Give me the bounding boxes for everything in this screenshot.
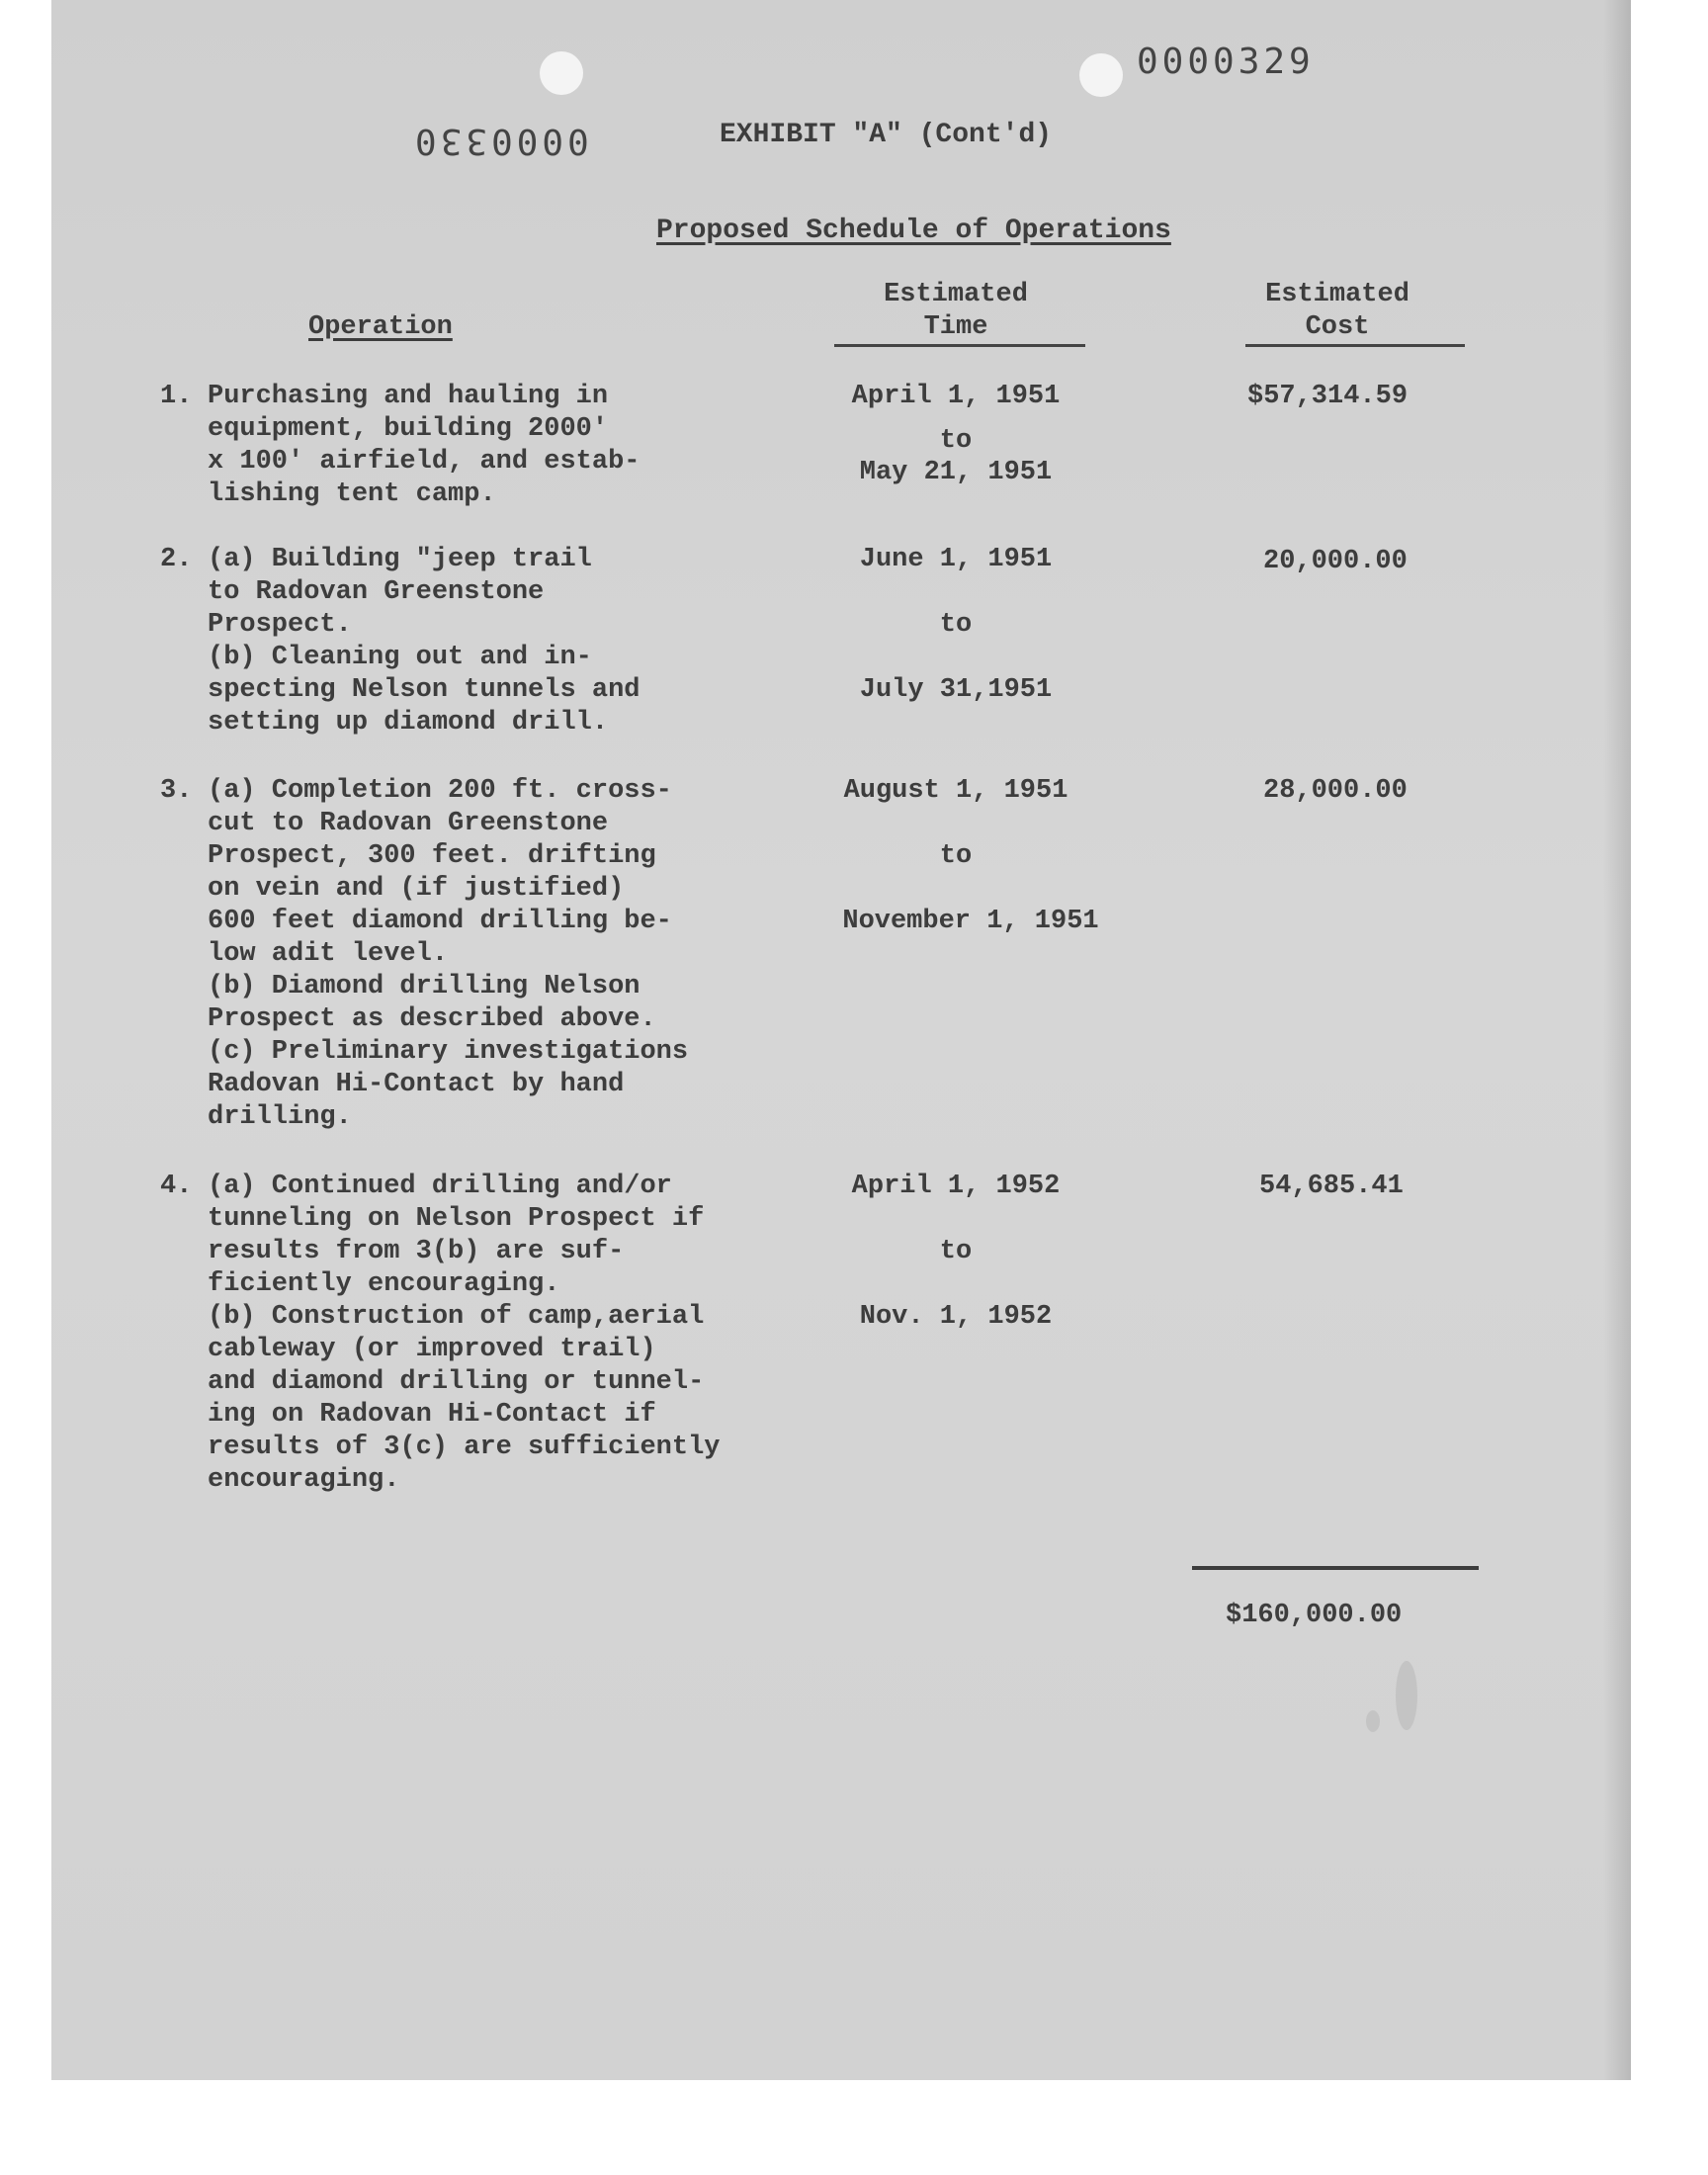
total-rule <box>1192 1566 1479 1570</box>
scan-smudge <box>1366 1710 1380 1732</box>
row-4-time-to: Nov. 1, 1952 <box>859 1302 1053 1332</box>
row-2-time-to: July 31,1951 <box>859 675 1053 705</box>
document-title: Proposed Schedule of Operations <box>656 216 1171 246</box>
page-number-stamp-inverted: 0000330 <box>411 121 589 161</box>
row-3-cost: 28,000.00 <box>1263 776 1408 806</box>
row-1-time-from: April 1, 1951 <box>851 382 1061 411</box>
row-1-number: 1. <box>160 382 193 411</box>
row-1-time-to-word: to <box>939 426 973 456</box>
punch-hole-right <box>1079 53 1123 97</box>
row-3-time-to-word: to <box>939 841 973 871</box>
row-4-time-from: April 1, 1952 <box>851 1172 1061 1201</box>
row-3-time-to: November 1, 1951 <box>842 907 1099 936</box>
column-header-cost-rule <box>1245 344 1465 347</box>
column-header-time: Estimated Time <box>884 280 1028 342</box>
column-header-operation: Operation <box>308 312 453 342</box>
row-2-cost: 20,000.00 <box>1263 547 1408 576</box>
punch-hole-left <box>540 51 583 95</box>
row-3-operation: (a) Completion 200 ft. cross- cut to Radovan Greenstone Prospect, 300 feet. drifting on vein and (if justified) 600 feet diamond drilling be- low adit level. (b) Diamond drilling Nelson Prospect as described above. (c) Preliminary investigations Radovan Hi-Contact by hand drilling. <box>208 776 689 1132</box>
column-header-cost: Estimated Cost <box>1265 280 1409 342</box>
row-2-time-to-word: to <box>939 610 973 640</box>
exhibit-heading: EXHIBIT "A" (Cont'd) <box>720 120 1053 150</box>
page-edge-shadow <box>1603 0 1631 2080</box>
row-4-time-to-word: to <box>939 1237 973 1266</box>
row-1-cost: $57,314.59 <box>1247 382 1409 411</box>
page-number-stamp: 0000329 <box>1137 42 1315 82</box>
scan-smudge <box>1396 1661 1417 1730</box>
row-4-number: 4. <box>160 1172 193 1201</box>
grand-total: $160,000.00 <box>1226 1601 1403 1630</box>
row-4-cost: 54,685.41 <box>1259 1172 1404 1201</box>
column-header-time-rule <box>834 344 1085 347</box>
row-4-operation: (a) Continued drilling and/or tunneling on Nelson Prospect if results from 3(b) are suf- ficiently encouraging. (b) Construction of camp,aerial cableway (or improved trail) and diamond drilling or tunnel- ing on Radovan Hi-Contact if results of 3(c) are sufficiently encouraging. <box>208 1172 721 1495</box>
row-2-number: 2. <box>160 545 193 574</box>
row-2-time-from: June 1, 1951 <box>859 545 1053 574</box>
row-3-number: 3. <box>160 776 193 806</box>
row-1-time-to: May 21, 1951 <box>859 458 1053 487</box>
row-2-operation: (a) Building "jeep trail to Radovan Greenstone Prospect. (b) Cleaning out and in- specting Nelson tunnels and setting up diamond drill. <box>208 545 640 738</box>
document-page <box>51 0 1631 2080</box>
row-3-time-from: August 1, 1951 <box>843 776 1068 806</box>
row-1-operation: Purchasing and hauling in equipment, building 2000' x 100' airfield, and estab- lishing tent camp. <box>208 382 640 509</box>
